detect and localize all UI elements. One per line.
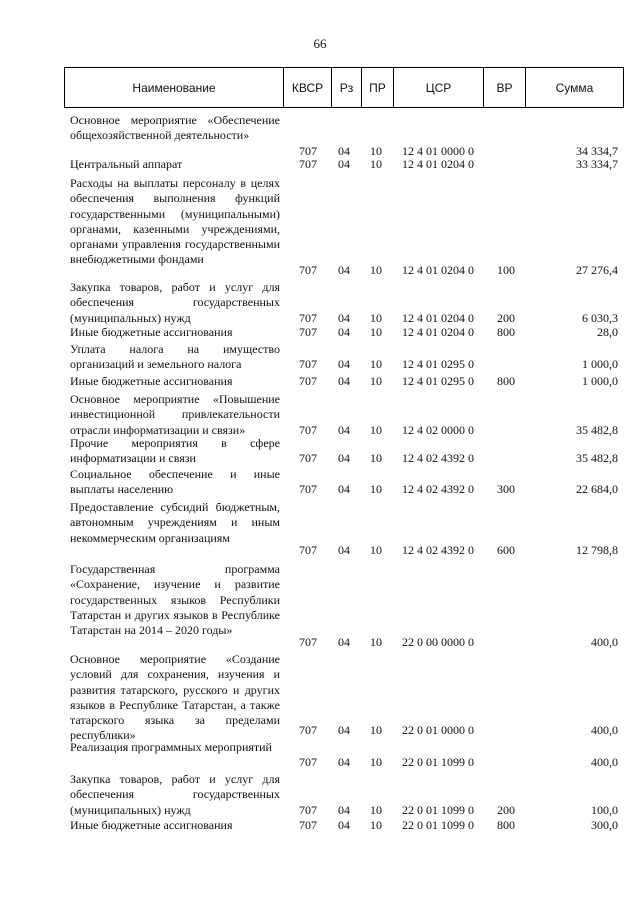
row-name: Закупка товаров, работ и услуг для обеспечения государственных (муниципальных) нужд (70, 772, 280, 817)
row-sum: 400,0 (591, 634, 618, 649)
page-number: 66 (313, 36, 327, 51)
row-vr: 800 (497, 817, 515, 832)
row-csr: 12 4 02 4392 0 (402, 481, 474, 496)
row-vr: 300 (497, 481, 515, 496)
row-sum: 400,0 (591, 722, 618, 737)
table-row (0, 818, 640, 833)
row-pr: 10 (370, 802, 382, 817)
row-csr: 12 4 01 0295 0 (402, 356, 474, 371)
table-row (0, 467, 640, 497)
row-vr: 200 (497, 802, 515, 817)
row-pr: 10 (370, 373, 382, 388)
row-csr: 12 4 01 0295 0 (402, 373, 474, 388)
row-vr: 800 (497, 373, 515, 388)
row-kvsr: 707 (299, 373, 317, 388)
row-csr: 12 4 01 0204 0 (402, 324, 474, 339)
table-row (0, 772, 640, 818)
row-name: Центральный аппарат (70, 157, 183, 171)
row-rz: 04 (338, 481, 350, 496)
row-sum: 1 000,0 (582, 373, 618, 388)
row-name: Основное мероприятие «Создание условий для сохранения, изучения и развития татарского, русского и других языков в Республике Татарстан, а также татарского языка за пределами республики» (70, 652, 280, 743)
row-name: Иные бюджетные ассигнования (70, 325, 233, 339)
row-kvsr: 707 (299, 143, 317, 158)
row-kvsr: 707 (299, 542, 317, 557)
row-name: Основное мероприятие «Обеспечение общехозяйственной деятельности» (70, 113, 280, 143)
row-pr: 10 (370, 262, 382, 277)
table-row (0, 325, 640, 340)
row-kvsr: 707 (299, 802, 317, 817)
row-pr: 10 (370, 542, 382, 557)
row-sum: 28,0 (597, 324, 618, 339)
row-rz: 04 (338, 143, 350, 158)
row-rz: 04 (338, 450, 350, 465)
row-sum: 400,0 (591, 754, 618, 769)
row-sum: 6 030,3 (582, 310, 618, 325)
row-pr: 10 (370, 156, 382, 171)
row-rz: 04 (338, 310, 350, 325)
header-kvsr: КВСР (283, 68, 331, 107)
header-vr: ВР (483, 68, 525, 107)
table-row (0, 392, 640, 438)
row-kvsr: 707 (299, 481, 317, 496)
row-name: Иные бюджетные ассигнования (70, 374, 233, 388)
header-pr: ПР (361, 68, 393, 107)
row-kvsr: 707 (299, 310, 317, 325)
row-name: Государственная программа «Сохранение, изучение и развитие государственных языков Республики Татарстан и других языков в Республике Татарстан на 2014 – 2020 годы» (70, 562, 280, 638)
row-sum: 22 684,0 (576, 481, 618, 496)
row-name: Социальное обеспечение и иные выплаты населению (70, 467, 280, 497)
row-rz: 04 (338, 802, 350, 817)
row-pr: 10 (370, 143, 382, 158)
row-csr: 22 0 01 1099 0 (402, 754, 474, 769)
row-sum: 33 334,7 (576, 156, 618, 171)
row-name: Закупка товаров, работ и услуг для обеспечения государственных (муниципальных) нужд (70, 280, 280, 325)
row-name: Расходы на выплаты персоналу в целях обеспечения выполнения функций государственными (муниципальными) органами, казенными учреждениями, органами управления государственными внебюджетными фондами (70, 176, 280, 267)
header-csr: ЦСР (393, 68, 483, 107)
row-rz: 04 (338, 542, 350, 557)
table-row (0, 176, 640, 278)
row-kvsr: 707 (299, 634, 317, 649)
row-pr: 10 (370, 422, 382, 437)
row-csr: 12 4 01 0000 0 (402, 143, 474, 158)
row-sum: 35 482,8 (576, 450, 618, 465)
table-row (0, 652, 640, 743)
row-vr: 100 (497, 262, 515, 277)
row-kvsr: 707 (299, 156, 317, 171)
row-pr: 10 (370, 634, 382, 649)
row-vr: 800 (497, 324, 515, 339)
row-kvsr: 707 (299, 817, 317, 832)
row-pr: 10 (370, 310, 382, 325)
row-csr: 22 0 00 0000 0 (402, 634, 474, 649)
row-sum: 27 276,4 (576, 262, 618, 277)
row-sum: 35 482,8 (576, 422, 618, 437)
row-rz: 04 (338, 422, 350, 437)
row-name: Предоставление субсидий бюджетным, автономным учреждениям и иным некоммерческим организациям (70, 500, 280, 545)
row-csr: 12 4 02 4392 0 (402, 450, 474, 465)
row-csr: 12 4 02 4392 0 (402, 542, 474, 557)
row-sum: 100,0 (591, 802, 618, 817)
table-row (0, 113, 640, 159)
row-name: Основное мероприятие «Повышение инвестиционной привлекательности отрасли информатизации и связи» (70, 392, 280, 437)
row-rz: 04 (338, 634, 350, 649)
row-pr: 10 (370, 324, 382, 339)
table-row (0, 740, 640, 770)
row-kvsr: 707 (299, 422, 317, 437)
row-csr: 12 4 01 0204 0 (402, 310, 474, 325)
header-sum: Сумма (525, 68, 623, 107)
row-csr: 22 0 01 1099 0 (402, 817, 474, 832)
row-sum: 1 000,0 (582, 356, 618, 371)
table-row (0, 157, 640, 172)
row-name: Иные бюджетные ассигнования (70, 818, 233, 832)
row-kvsr: 707 (299, 262, 317, 277)
row-rz: 04 (338, 373, 350, 388)
row-rz: 04 (338, 817, 350, 832)
row-pr: 10 (370, 817, 382, 832)
row-vr: 200 (497, 310, 515, 325)
row-name: Уплата налога на имущество организаций и земельного налога (70, 342, 280, 372)
row-pr: 10 (370, 481, 382, 496)
row-kvsr: 707 (299, 356, 317, 371)
table-row (0, 280, 640, 326)
row-name: Прочие мероприятия в сфере информатизации и связи (70, 436, 280, 466)
row-csr: 12 4 01 0204 0 (402, 156, 474, 171)
row-pr: 10 (370, 722, 382, 737)
table-row (0, 562, 640, 650)
row-sum: 12 798,8 (576, 542, 618, 557)
row-rz: 04 (338, 156, 350, 171)
row-rz: 04 (338, 262, 350, 277)
row-kvsr: 707 (299, 722, 317, 737)
row-rz: 04 (338, 722, 350, 737)
row-pr: 10 (370, 754, 382, 769)
header-rz: Рз (331, 68, 361, 107)
row-name: Реализация программных мероприятий (70, 740, 272, 754)
row-vr: 600 (497, 542, 515, 557)
row-pr: 10 (370, 356, 382, 371)
row-rz: 04 (338, 324, 350, 339)
header-name: Наименование (132, 80, 216, 95)
row-csr: 12 4 02 0000 0 (402, 422, 474, 437)
row-csr: 22 0 01 0000 0 (402, 722, 474, 737)
row-kvsr: 707 (299, 754, 317, 769)
row-rz: 04 (338, 754, 350, 769)
row-csr: 12 4 01 0204 0 (402, 262, 474, 277)
row-rz: 04 (338, 356, 350, 371)
row-csr: 22 0 01 1099 0 (402, 802, 474, 817)
table-row (0, 500, 640, 558)
table-row (0, 342, 640, 372)
row-sum: 300,0 (591, 817, 618, 832)
row-kvsr: 707 (299, 450, 317, 465)
row-sum: 34 334,7 (576, 143, 618, 158)
table-row (0, 374, 640, 389)
row-kvsr: 707 (299, 324, 317, 339)
table-row (0, 436, 640, 466)
table-header (64, 67, 624, 108)
row-pr: 10 (370, 450, 382, 465)
